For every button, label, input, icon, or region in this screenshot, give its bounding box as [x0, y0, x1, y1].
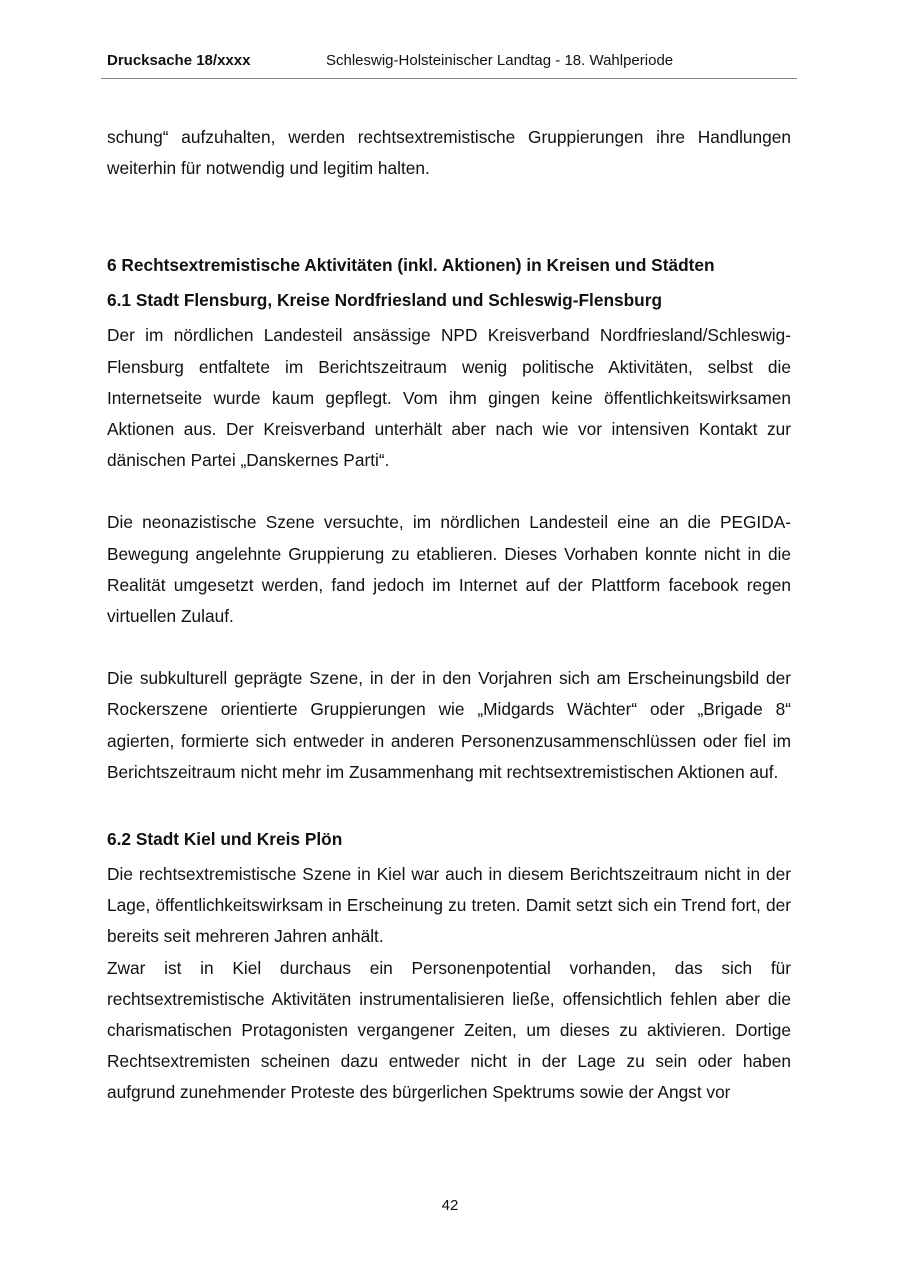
- paragraph-6-1-c: Die subkulturell geprägte Szene, in der in den Vorjahren sich am Erscheinungsbild der Rockerszene orientierte Gruppierungen wie „Midgards Wächter“ oder „Brigade 8“ agierten, formierte sich entweder in anderen Personenzusammenschlüssen oder fiel im Berichtszeitraum nicht mehr im Zusammenhang mit rechtsextremistischen Aktionen auf.: [107, 668, 791, 782]
- page-header: [101, 52, 797, 79]
- section-6-heading: 6 Rechtsextremistische Aktivitäten (inkl. Aktionen) in Kreisen und Städten: [107, 255, 715, 276]
- parliament-title: Schleswig-Holsteinischer Landtag - 18. Wahlperiode: [326, 52, 674, 69]
- paragraph-intro: schung“ aufzuhalten, werden rechtsextremistische Gruppierungen ihre Handlungen weiterhin für notwendig und legitim halten.: [107, 127, 791, 179]
- paragraph-6-1-b: Die neonazistische Szene versuchte, im nördlichen Landesteil eine an die PEGIDA-Bewegung angelehnte Gruppierung zu etablieren. Dieses Vorhaben konnte nicht in die Realität umgesetzt werden, fand jedoch im Internet auf der Plattform facebook regen virtuellen Zulauf.: [107, 512, 791, 627]
- section-6-2-heading: 6.2 Stadt Kiel und Kreis Plön: [107, 829, 343, 850]
- paragraph-6-2-a: Die rechtsextremistische Szene in Kiel war auch in diesem Berichtszeitraum nicht in der Lage, öffentlichkeitswirksam in Erscheinung zu treten. Damit setzt sich ein Trend fort, der bereits seit mehreren Jahren anhält.: [107, 864, 791, 947]
- document-body: [107, 122, 791, 1109]
- page-number: 42: [441, 1197, 459, 1214]
- document-number: Drucksache 18/xxxx: [107, 52, 251, 69]
- paragraph-6-1-a: Der im nördlichen Landesteil ansässige NPD Kreisverband Nordfriesland/Schleswig-Flensburg entfaltete im Berichtszeitraum wenig politische Aktivitäten, selbst die Internetseite wurde kaum gepflegt. Vom ihm gingen keine öffentlichkeitswirksamen Aktionen aus. Der Kreisverband unterhält aber nach wie vor intensiven Kontakt zur dänischen Partei „Danskernes Parti“.: [107, 325, 791, 471]
- section-6-1-heading: 6.1 Stadt Flensburg, Kreise Nordfriesland und Schleswig-Flensburg: [107, 290, 663, 311]
- paragraph-6-2-b: Zwar ist in Kiel durchaus ein Personenpotential vorhanden, das sich für rechtsextremistische Aktivitäten instrumentalisieren ließe, offensichtlich fehlen aber die charismatischen Protagonisten vergangener Zeiten, um dieses zu aktivieren. Dortige Rechtsextremisten scheinen dazu entweder nicht in der Lage zu sein oder haben aufgrund zunehmender Proteste des bürgerlichen Spektrums sowie der Angst vor: [107, 957, 791, 1103]
